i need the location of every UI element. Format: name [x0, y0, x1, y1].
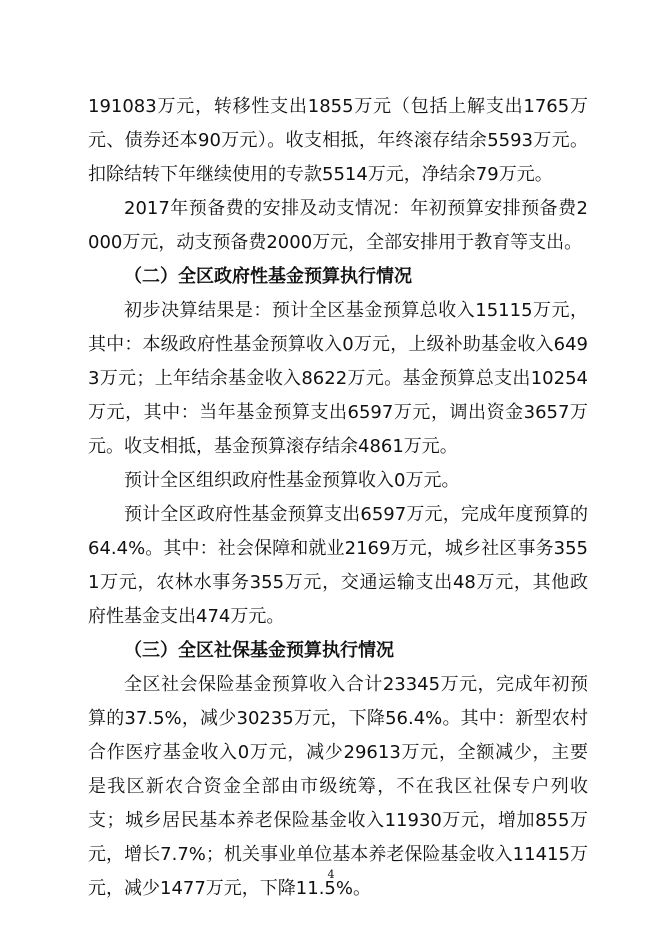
body-paragraph: 2017年预备费的安排及动支情况：年初预算安排预备费2000万元，动支预备费2000万元，全部安排用于教育等支出。 [88, 198, 588, 253]
section-heading: （三）全区社保基金预算执行情况 [124, 640, 394, 661]
body-paragraph: 191083万元，转移性支出1855万元（包括上解支出1765万元、债券还本90万元）。收支相抵，年终滚存结余5593万元。扣除结转下年继续使用的专款5514万元，净结余79万元。 [88, 96, 589, 185]
body-paragraph: 全区社会保险基金预算收入合计23345万元，完成年初预算的37.5%，减少30235万元，下降56.4%。其中：新型农村合作医疗基金收入0万元，减少29613万元，全额减少，主要是我区新农合资金全部由市级统筹，不在我区社保专户列收支；城乡居民基本养老保险基金收入11930万元，增加855万元，增长7.7%；机关事业单位基本养老保险基金收入11415万元，减少1477万元，下降11.5%。 [88, 674, 588, 899]
body-paragraph: 预计全区组织政府性基金预算收入0万元。 [124, 470, 460, 491]
page-number: 4 [327, 868, 335, 881]
body-paragraph: 预计全区政府性基金预算支出6597万元，完成年度预算的64.4%。其中：社会保障和就业2169万元，城乡社区事务3551万元，农林水事务355万元，交通运输支出48万元，其他政府性基金支出474万元。 [88, 504, 588, 627]
body-paragraph: 初步决算结果是：预计全区基金预算总收入15115万元，其中：本级政府性基金预算收入0万元，上级补助基金收入6493万元；上年结余基金收入8622万元。基金预算总支出10254万元，其中：当年基金预算支出6597万元，调出资金3657万元。收支相抵，基金预算滚存结余4861万元。 [88, 300, 588, 457]
document-body [88, 90, 588, 906]
section-heading: （二）全区政府性基金预算执行情况 [124, 266, 412, 287]
